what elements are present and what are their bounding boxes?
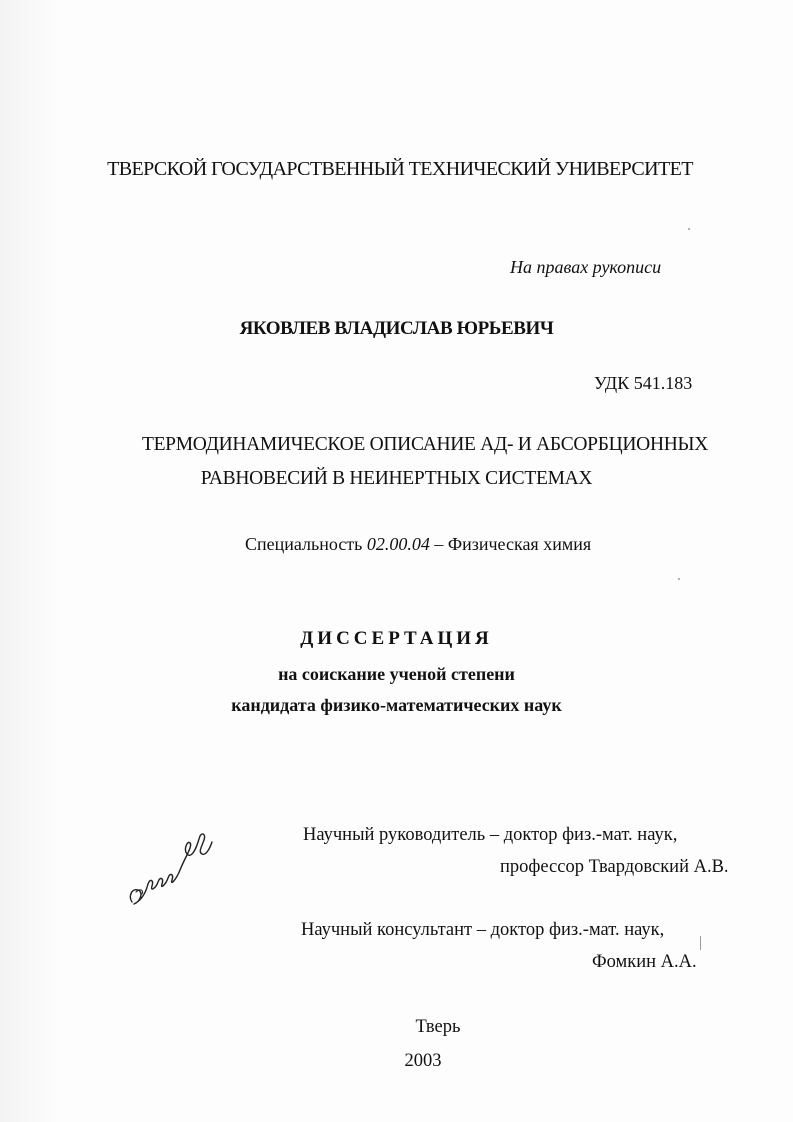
supervisor-line-1: Научный руководитель – доктор физ.-мат. наук, [303, 825, 678, 845]
university-name: ТВЕРСКОЙ ГОСУДАРСТВЕННЫЙ ТЕХНИЧЕСКИЙ УНИВЕРСИТЕТ [107, 158, 693, 180]
city: Тверь [415, 1017, 461, 1037]
author-name: ЯКОВЛЕВ ВЛАДИСЛАВ ЮРЬЕВИЧ [239, 318, 554, 339]
year: 2003 [404, 1051, 442, 1071]
supervisor-line-2: профессор Твардовский А.В. [500, 857, 729, 877]
work-type-heading: ДИССЕРТАЦИЯ [300, 628, 493, 649]
udc-code: УДК 541.183 [594, 373, 693, 393]
degree-line-2: кандидата физико-математических наук [231, 695, 562, 715]
consultant-line-2: Фомкин А.А. [592, 952, 697, 972]
scan-speck [700, 936, 701, 950]
scan-speck [688, 228, 690, 230]
consultant-line-1: Научный консультант – доктор физ.-мат. наук, [301, 920, 665, 940]
thesis-title-line-1: ТЕРМОДИНАМИЧЕСКОЕ ОПИСАНИЕ АД- И АБСОРБЦИОННЫХ [141, 434, 709, 455]
thesis-title-line-2: РАВНОВЕСИЙ В НЕИНЕРТНЫХ СИСТЕМАХ [200, 468, 593, 489]
specialty-prefix: Специальность [245, 534, 367, 554]
degree-line-1: на соискание ученой степени [278, 664, 515, 684]
specialty-suffix: – Физическая химия [429, 534, 592, 554]
specialty-code: 02.00.04 [366, 534, 430, 554]
specialty-line [245, 533, 591, 555]
manuscript-note: На правах рукописи [510, 257, 662, 277]
handwritten-signature-icon [118, 818, 228, 918]
scan-speck [678, 578, 680, 580]
